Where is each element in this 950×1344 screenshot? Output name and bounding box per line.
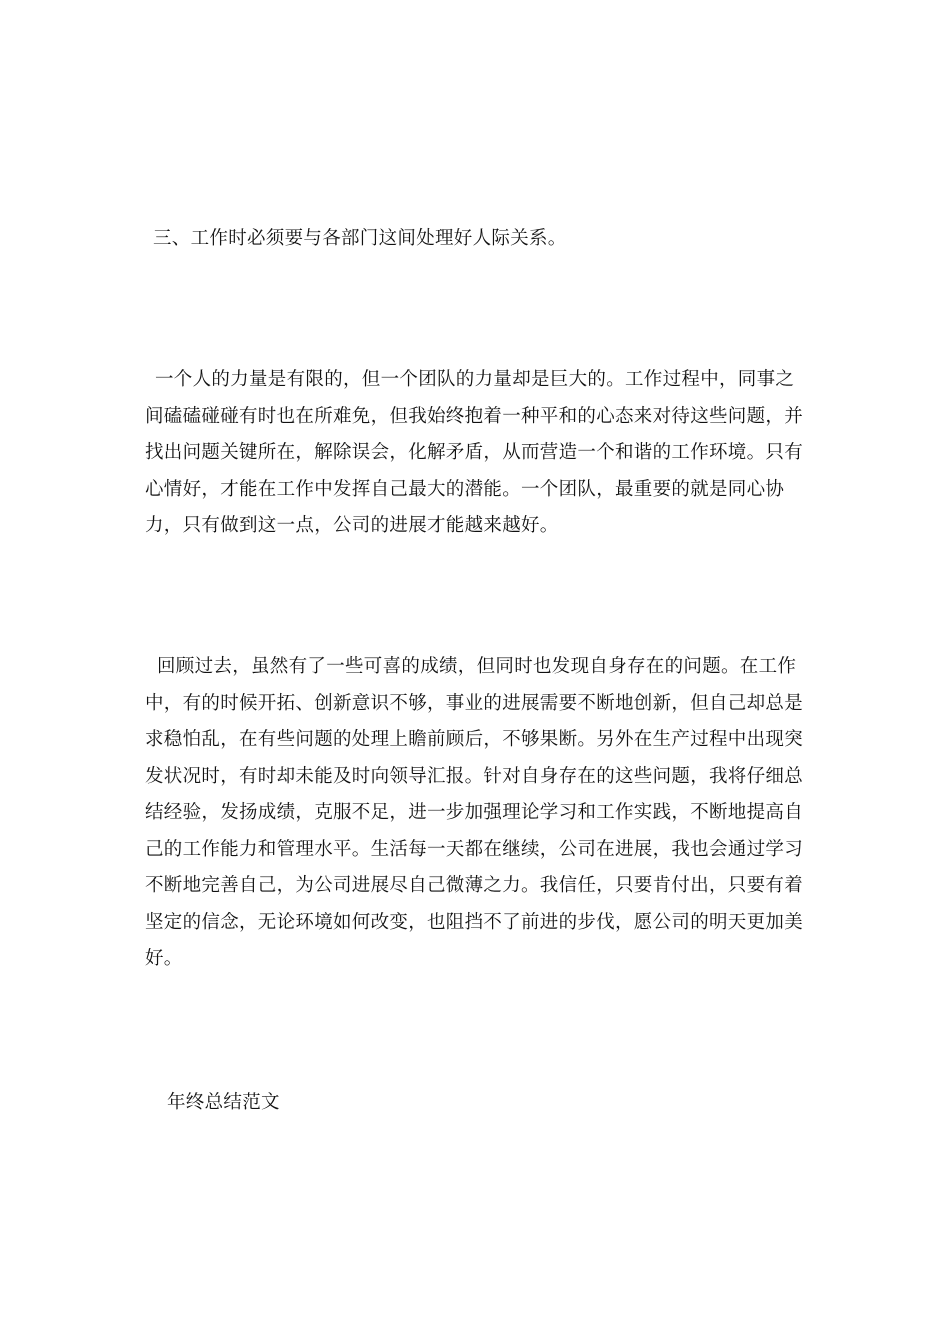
paragraph-teamwork: 一个人的力量是有限的，但一个团队的力量却是巨大的。工作过程中，同事之间磕磕碰碰有时也在所难免，但我始终抱着一种平和的心态来对待这些问题，并找出问题关键所在，解除误会，化解矛盾，从而营造一个和谐的工作环境。只有心情好，才能在工作中发挥自己最大的潜能。一个团队，最重要的就是同心协力，只有做到这一点，公司的进展才能越来越好。 bbox=[145, 369, 804, 536]
footer-title: 年终总结范文 bbox=[167, 1092, 280, 1113]
section-heading: 三、工作时必须要与各部门这间处理好人际关系。 bbox=[153, 228, 567, 249]
paragraph-review: 回顾过去，虽然有了一些可喜的成绩，但同时也发现自身存在的问题。在工作中，有的时候开拓、创新意识不够，事业的进展需要不断地创新，但自己却总是求稳怕乱，在有些问题的处理上瞻前顾后，不够果断。另外在生产过程中出现突发状况时，有时却未能及时向领导汇报。针对自身存在的这些问题，我将仔细总结经验，发扬成绩，克服不足，进一步加强理论学习和工作实践，不断地提高自己的工作能力和管理水平。生活每一天都在继续，公司在进展，我也会通过学习不断地完善自己，为公司进展尽自己微薄之力。我信任，只要肯付出，只要有着坚定的信念，无论环境如何改变，也阻挡不了前进的步伐，愿公司的明天更加美好。 bbox=[145, 656, 804, 969]
